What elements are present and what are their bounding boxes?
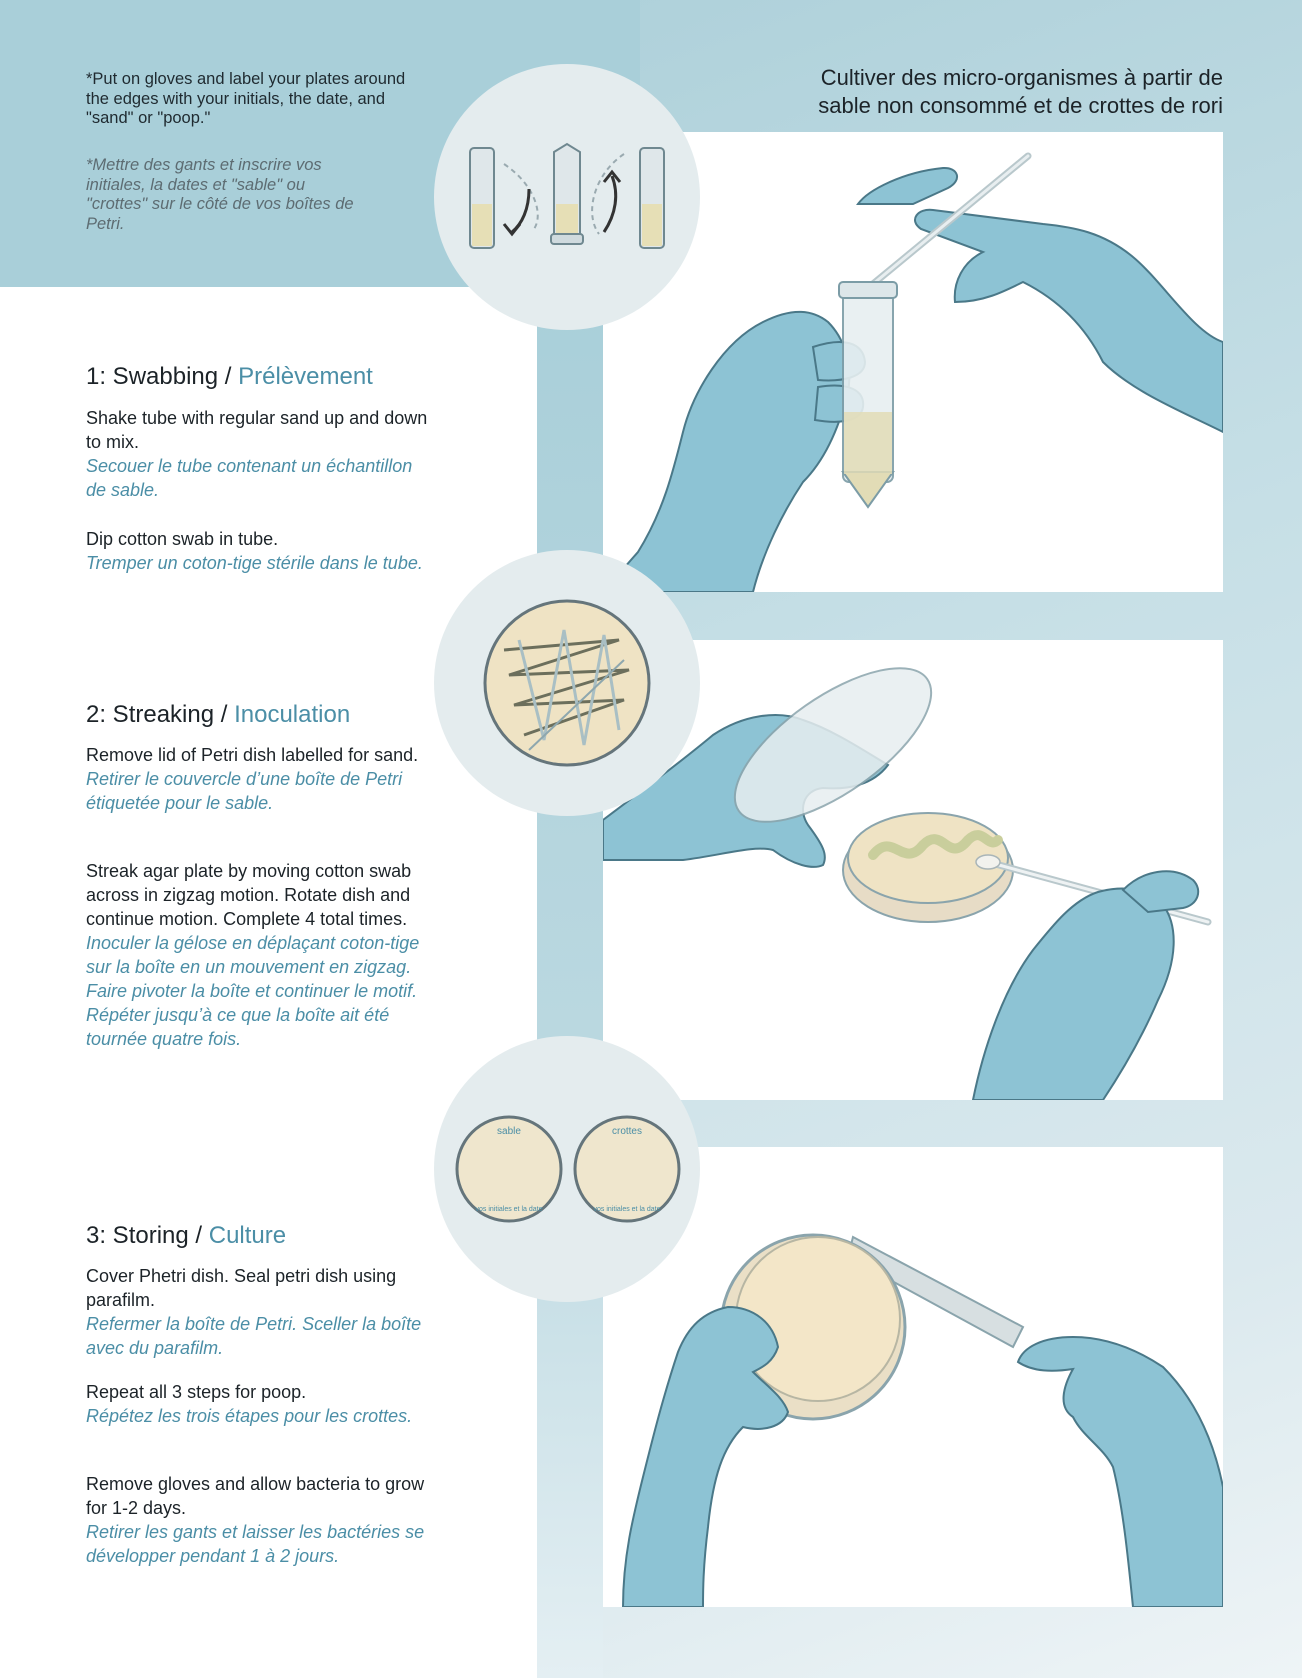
- step-3-item-2: [86, 1380, 431, 1428]
- sand-plate-edge-label: vos initiales et la date: [475, 1206, 543, 1213]
- step-1-item-1-fr: Secouer le tube contenant un échantillon de sable.: [86, 456, 413, 500]
- step-3-item-3: [86, 1472, 431, 1568]
- poop-plate-edge-label: vos initiales et la date: [593, 1206, 661, 1213]
- labelled-plates-icon: [434, 1036, 700, 1302]
- page-title-line-2: sable non consommé et de crottes de rori: [818, 93, 1223, 118]
- right-glove-icon: [973, 888, 1174, 1100]
- step-2-heading: [86, 700, 350, 730]
- labelled-plates-circle: [434, 1036, 700, 1302]
- hands-parafilm-illustration: [603, 1147, 1223, 1607]
- step-3-heading-en: 3: Storing /: [86, 1222, 209, 1249]
- page-title-line-1: Cultiver des micro-organismes à partir de: [820, 65, 1223, 90]
- step-1-item-2: [86, 527, 431, 575]
- streak-plate-icon: [434, 550, 700, 816]
- sand-plate-label: sable: [497, 1126, 521, 1137]
- step-2-heading-en: 2: Streaking /: [86, 701, 235, 728]
- step-2-item-2-fr: Inoculer la gélose en déplaçant coton-tige sur la boîte en un mouvement en zigzag. Faire pivoter la boîte et continuer le motif. Répéter jusqu’à ce que la boîte ait été tournée quatre fois.: [86, 933, 420, 1049]
- step-3-item-3-en: Remove gloves and allow bacteria to grow for 1-2 days.: [86, 1474, 425, 1518]
- step-3-item-2-fr: Répétez les trois étapes pour les crottes.: [86, 1406, 413, 1426]
- step-2-item-2: [86, 859, 431, 1051]
- rotate-arrow-right-icon: [604, 176, 616, 232]
- right-glove-icon: [1018, 1337, 1223, 1607]
- tube-cap-rim: [839, 282, 897, 298]
- step-1-heading-fr: Prélèvement: [238, 363, 373, 390]
- step-1-heading: [86, 362, 373, 392]
- page-title: [700, 64, 1223, 120]
- shake-tube-icon: [434, 64, 700, 330]
- step-1-heading-en: 1: Swabbing /: [86, 363, 239, 390]
- storing-illustration-panel: [603, 1147, 1223, 1607]
- step-2-heading-fr: Inoculation: [234, 701, 351, 728]
- step-3-item-1-en: Cover Phetri dish. Seal petri dish using parafilm.: [86, 1266, 397, 1310]
- step-2-item-2-en: Streak agar plate by moving cotton swab across in zigzag motion. Rotate dish and continue motion. Complete 4 total times.: [86, 861, 412, 929]
- step-3-item-1: [86, 1264, 431, 1360]
- step-3-item-2-en: Repeat all 3 steps for poop.: [86, 1382, 307, 1402]
- right-glove-icon: [915, 210, 1223, 432]
- step-3-item-1-fr: Refermer la boîte de Petri. Sceller la boîte avec du parafilm.: [86, 1314, 422, 1358]
- right-thumb-icon: [858, 168, 957, 204]
- gloves-note-en: *Put on gloves and label your plates around the edges with your initials, the date, and "sand" or "poop.": [86, 70, 406, 127]
- poop-plate-label: crottes: [611, 1126, 643, 1137]
- left-glove-icon: [623, 1307, 788, 1607]
- step-2-item-1-fr: Retirer le couvercle d’une boîte de Petri étiquetée pour le sable.: [86, 769, 403, 813]
- tube-mixing-circle: [434, 64, 700, 330]
- step-1-item-1: [86, 406, 431, 502]
- step-3-heading-fr: Culture: [208, 1222, 287, 1249]
- streak-pattern-circle: [434, 550, 700, 816]
- step-1-item-1-en: Shake tube with regular sand up and down to mix.: [86, 408, 428, 452]
- step-2-item-1-en: Remove lid of Petri dish labelled for sand.: [86, 745, 419, 765]
- gloves-note-fr: *Mettre des gants et inscrire vos initiales, la dates et "sable" ou "crottes" sur le côté de vos boîtes de Petri.: [86, 156, 354, 233]
- sand-sample: [844, 412, 892, 474]
- step-2-item-1: [86, 743, 431, 815]
- step-1-item-2-en: Dip cotton swab in tube.: [86, 529, 279, 549]
- left-glove-icon: [603, 312, 849, 592]
- step-3-item-3-fr: Retirer les gants et laisser les bactéries se développer pendant 1 à 2 jours.: [86, 1522, 425, 1566]
- connector-stripe: [537, 287, 603, 1678]
- step-3-heading: [86, 1221, 286, 1251]
- step-1-item-2-fr: Tremper un coton-tige stérile dans le tube.: [86, 553, 423, 573]
